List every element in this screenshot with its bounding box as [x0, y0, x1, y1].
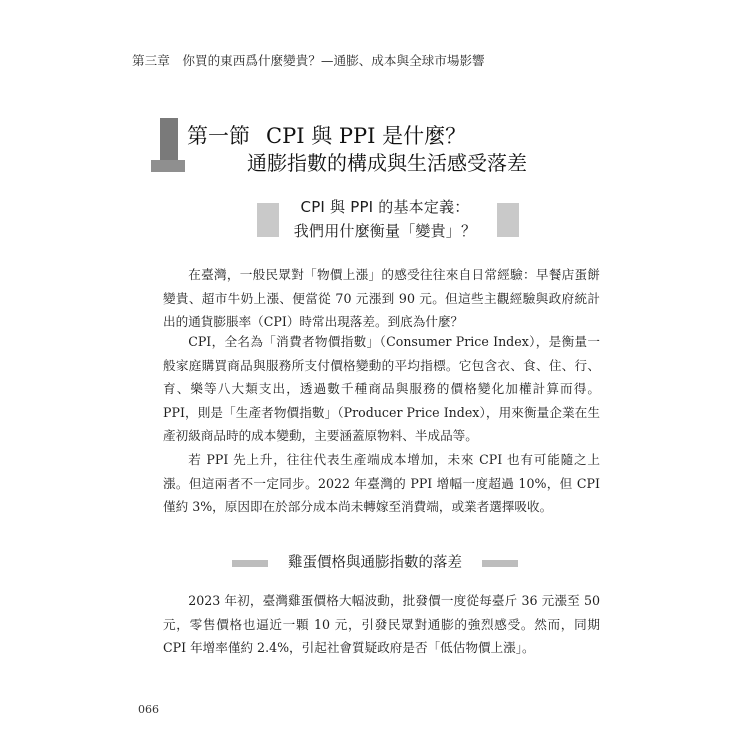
boxed-heading-line-1: CPI 與 PPI 的基本定義： — [300, 198, 470, 216]
body-block-definitions — [163, 330, 600, 448]
section-subtitle: 通膨指數的構成與生活感受落差 — [247, 151, 527, 175]
body-block-egg-prices — [163, 589, 600, 660]
running-head: 第三章 你買的東西爲什麼變貴？—通膨、成本與全球市場影響 — [132, 53, 485, 68]
paragraph-cpi-ppi-definition: CPI，全名為「消費者物價指數」（Consumer Price Index），是衡量一般家庭購買商品與服務所支付價格變動的平均指標。它包含衣、食、住、行、育、樂等八大類支出，透過數千種商品與服務的價格變化加權計算而得。PPI，則是「生產者物價指數」（Producer Price Index），用來衡量企業在生產初級商品時的成本變動，主要涵蓋原物料、半成品等。 — [163, 334, 600, 443]
boxed-heading-text — [287, 195, 483, 243]
paragraph-egg-prices: 2023 年初，臺灣雞蛋價格大幅波動，批發價一度從每臺斤 36 元漲至 50 元，零售價格也逼近一顆 10 元，引發民眾對通膨的強烈感受。然而，同期 CPI 年增率僅約 2.4%，引起社會質疑政府是否「低估物價上漲」。 — [163, 593, 600, 655]
heading-bar-right — [497, 203, 519, 237]
page-number: 066 — [138, 703, 159, 716]
sub-heading-dash-left — [232, 560, 268, 567]
body-block-intro — [163, 263, 600, 334]
sub-heading — [232, 551, 518, 575]
body-block-relationship — [163, 448, 600, 519]
paragraph-ppi-cpi-relationship: 若 PPI 先上升，往往代表生產端成本增加，未來 CPI 也有可能隨之上漲。但這兩者不一定同步。2022 年臺灣的 PPI 增幅一度超過 10%，但 CPI 僅約 3%，原因即在於部分成本尚未轉嫁至消費端，或業者選擇吸收。 — [163, 452, 600, 514]
boxed-heading — [243, 194, 519, 246]
section-title — [187, 123, 527, 176]
section-title-text: CPI 與 PPI 是什麼？ — [266, 124, 467, 148]
section-title-line-1 — [187, 123, 527, 149]
sub-heading-text: 雞蛋價格與通膨指數的落差 — [288, 555, 462, 571]
heading-bar-left — [257, 203, 279, 237]
boxed-heading-line-2: 我們用什麼衡量「變貴」？ — [293, 222, 477, 240]
paragraph-intro: 在臺灣，一般民眾對「物價上漲」的感受往往來自日常經驗：早餐店蛋餅變貴、超市牛奶上漲、便當從 70 元漲到 90 元。但這些主觀經驗與政府統計出的通貨膨脹率（CPI）時常出現落差。到底為什麼？ — [163, 267, 600, 329]
section-marker-base — [151, 160, 185, 172]
section-number: 第一節 — [187, 124, 250, 148]
sub-heading-dash-right — [482, 560, 518, 567]
